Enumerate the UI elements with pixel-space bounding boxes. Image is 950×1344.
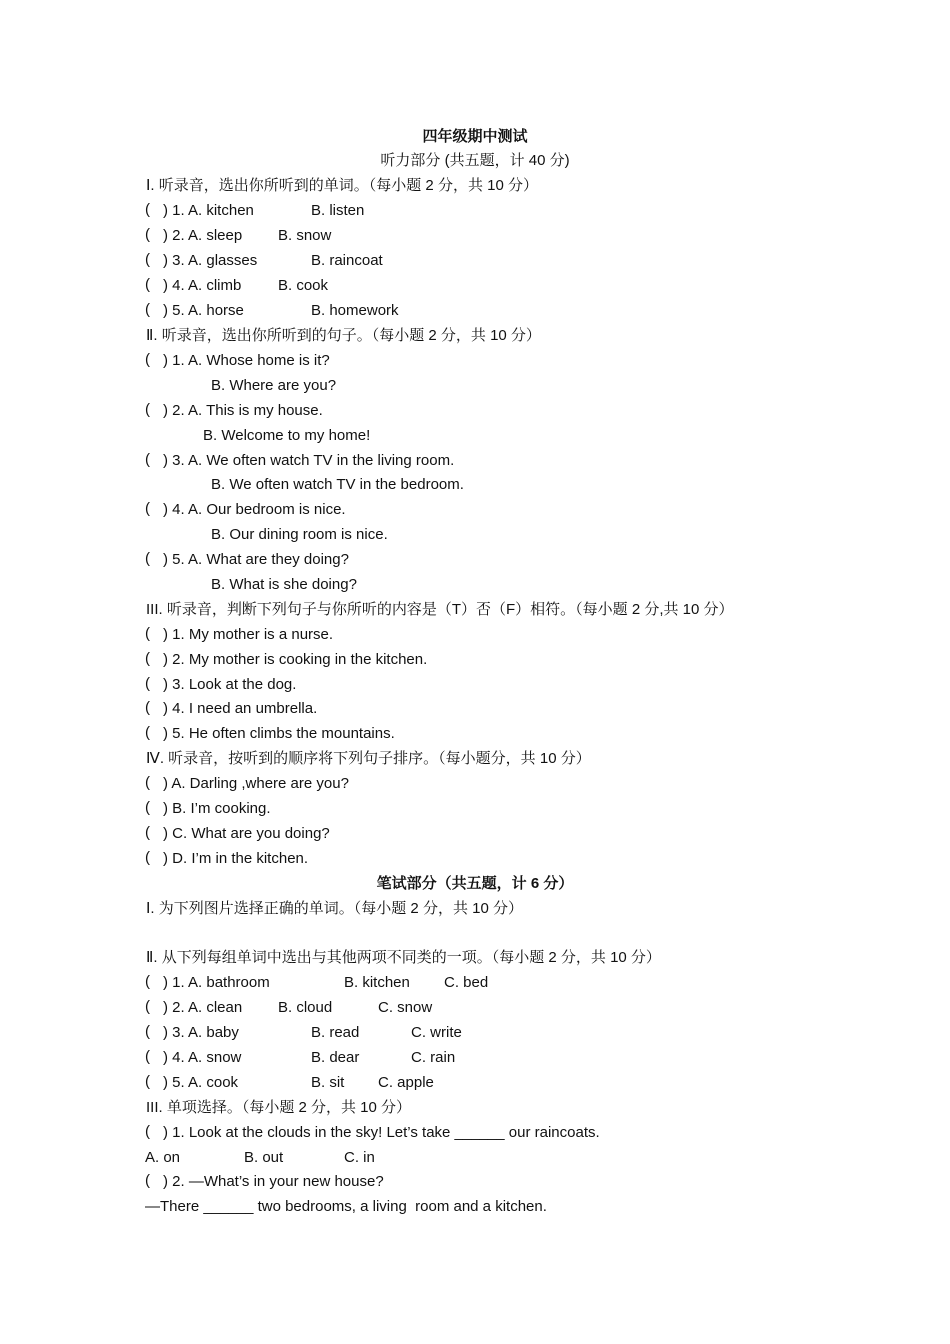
question-option-a: ) 1. A. Whose home is it?: [163, 352, 330, 369]
written-heading: 笔试部分（共五题，计 6 分）: [376, 875, 574, 892]
question-option-a: ) 4. A. climb: [163, 277, 242, 294]
question-option-a: ) 2. A. clean: [163, 999, 243, 1016]
answer-blank-paren: (: [145, 226, 150, 243]
question-option-c: C. bed: [444, 974, 489, 991]
question-option-a: ) 5. A. cook: [163, 1074, 239, 1091]
question-reply-text: —There ______ two bedrooms, a living room and a kitchen.: [145, 1198, 547, 1215]
question-option-b: B. snow: [278, 227, 332, 244]
option-b: B. out: [244, 1149, 284, 1166]
answer-blank-paren: (: [145, 1048, 150, 1065]
sentence-text: ) A. Darling ,where are you?: [163, 775, 349, 792]
question-option-a: ) 1. A. bathroom: [163, 974, 270, 991]
question-option-a: ) 3. A. baby: [163, 1024, 239, 1041]
question-option-a: ) 4. A. Our bedroom is nice.: [163, 501, 346, 518]
answer-blank-paren: (: [145, 625, 150, 642]
option-a: A. on: [145, 1149, 181, 1166]
listening-section-4-heading: Ⅳ. 听录音，按听到的顺序将下列句子排序。（每小题分，共 10 分）: [146, 750, 591, 767]
question-option-c: C. apple: [378, 1074, 434, 1091]
question-option-c: C. rain: [411, 1049, 456, 1066]
answer-blank-paren: (: [145, 351, 150, 368]
answer-blank-paren: (: [145, 1023, 150, 1040]
answer-blank-paren: (: [145, 724, 150, 741]
statement-text: ) 2. My mother is cooking in the kitchen.: [163, 651, 428, 668]
question-option-b: B. Welcome to my home!: [203, 427, 371, 444]
answer-blank-paren: (: [145, 500, 150, 517]
question-option-a: ) 2. A. This is my house.: [163, 402, 323, 419]
written-section-1-heading: Ⅰ. 为下列图片选择正确的单词。（每小题 2 分，共 10 分）: [146, 900, 523, 917]
answer-blank-paren: (: [145, 799, 150, 816]
question-option-b: B. Our dining room is nice.: [211, 526, 388, 543]
answer-blank-paren: (: [145, 301, 150, 318]
answer-blank-paren: (: [145, 774, 150, 791]
question-option-a: ) 2. A. sleep: [163, 227, 243, 244]
answer-blank-paren: (: [145, 849, 150, 866]
sentence-text: ) C. What are you doing?: [163, 825, 330, 842]
listening-section-3-heading: III. 听录音，判断下列句子与你所听的内容是（T）否（F）相符。（每小题 2 分,共 10 分）: [146, 601, 734, 618]
question-option-b: B. dear: [311, 1049, 360, 1066]
question-option-a: ) 5. A. horse: [163, 302, 244, 319]
answer-blank-paren: (: [145, 1073, 150, 1090]
question-option-a: ) 4. A. snow: [163, 1049, 242, 1066]
question-option-a: ) 3. A. We often watch TV in the living room.: [163, 452, 455, 469]
answer-blank-paren: (: [145, 1123, 150, 1140]
written-section-2-heading: Ⅱ. 从下列每组单词中选出与其他两项不同类的一项。（每小题 2 分，共 10 分）: [146, 949, 661, 966]
answer-blank-paren: (: [145, 401, 150, 418]
question-option-b: B. homework: [311, 302, 399, 319]
question-option-b: B. cloud: [278, 999, 333, 1016]
listening-heading: 听力部分 (共五题，计 40 分): [380, 152, 570, 169]
answer-blank-paren: (: [145, 699, 150, 716]
answer-blank-paren: (: [145, 1172, 150, 1189]
question-option-a: ) 3. A. glasses: [163, 252, 258, 269]
question-option-b: B. What is she doing?: [211, 576, 357, 593]
question-option-b: B. sit: [311, 1074, 345, 1091]
question-option-b: B. Where are you?: [211, 377, 337, 394]
answer-blank-paren: (: [145, 251, 150, 268]
answer-blank-paren: (: [145, 998, 150, 1015]
exam-title: 四年级期中测试: [422, 128, 528, 145]
question-option-b: B. raincoat: [311, 252, 383, 269]
statement-text: ) 3. Look at the dog.: [163, 676, 297, 693]
written-section-3-heading: III. 单项选择。（每小题 2 分，共 10 分）: [146, 1099, 412, 1116]
answer-blank-paren: (: [145, 550, 150, 567]
question-option-b: B. read: [311, 1024, 360, 1041]
question-option-a: ) 5. A. What are they doing?: [163, 551, 349, 568]
answer-blank-paren: (: [145, 276, 150, 293]
option-c: C. in: [344, 1149, 375, 1166]
statement-text: ) 1. My mother is a nurse.: [163, 626, 334, 643]
listening-section-1-heading: Ⅰ. 听录音，选出你所听到的单词。（每小题 2 分，共 10 分）: [146, 177, 538, 194]
question-option-b: B. cook: [278, 277, 329, 294]
question-option-a: ) 1. A. kitchen: [163, 202, 254, 219]
sentence-text: ) D. I’m in the kitchen.: [163, 850, 309, 867]
statement-text: ) 4. I need an umbrella.: [163, 700, 318, 717]
answer-blank-paren: (: [145, 973, 150, 990]
question-text: ) 2. —What’s in your new house?: [163, 1173, 384, 1190]
answer-blank-paren: (: [145, 650, 150, 667]
question-option-b: B. kitchen: [344, 974, 410, 991]
listening-section-2-heading: Ⅱ. 听录音，选出你所听到的句子。（每小题 2 分，共 10 分）: [146, 327, 541, 344]
question-option-c: C. snow: [378, 999, 433, 1016]
answer-blank-paren: (: [145, 824, 150, 841]
question-text: ) 1. Look at the clouds in the sky! Let’s take ______ our raincoats.: [163, 1124, 600, 1141]
answer-blank-paren: (: [145, 675, 150, 692]
sentence-text: ) B. I’m cooking.: [163, 800, 271, 817]
question-option-c: C. write: [411, 1024, 462, 1041]
question-option-b: B. We often watch TV in the bedroom.: [211, 476, 464, 493]
answer-blank-paren: (: [145, 451, 150, 468]
question-option-b: B. listen: [311, 202, 365, 219]
answer-blank-paren: (: [145, 201, 150, 218]
statement-text: ) 5. He often climbs the mountains.: [163, 725, 395, 742]
